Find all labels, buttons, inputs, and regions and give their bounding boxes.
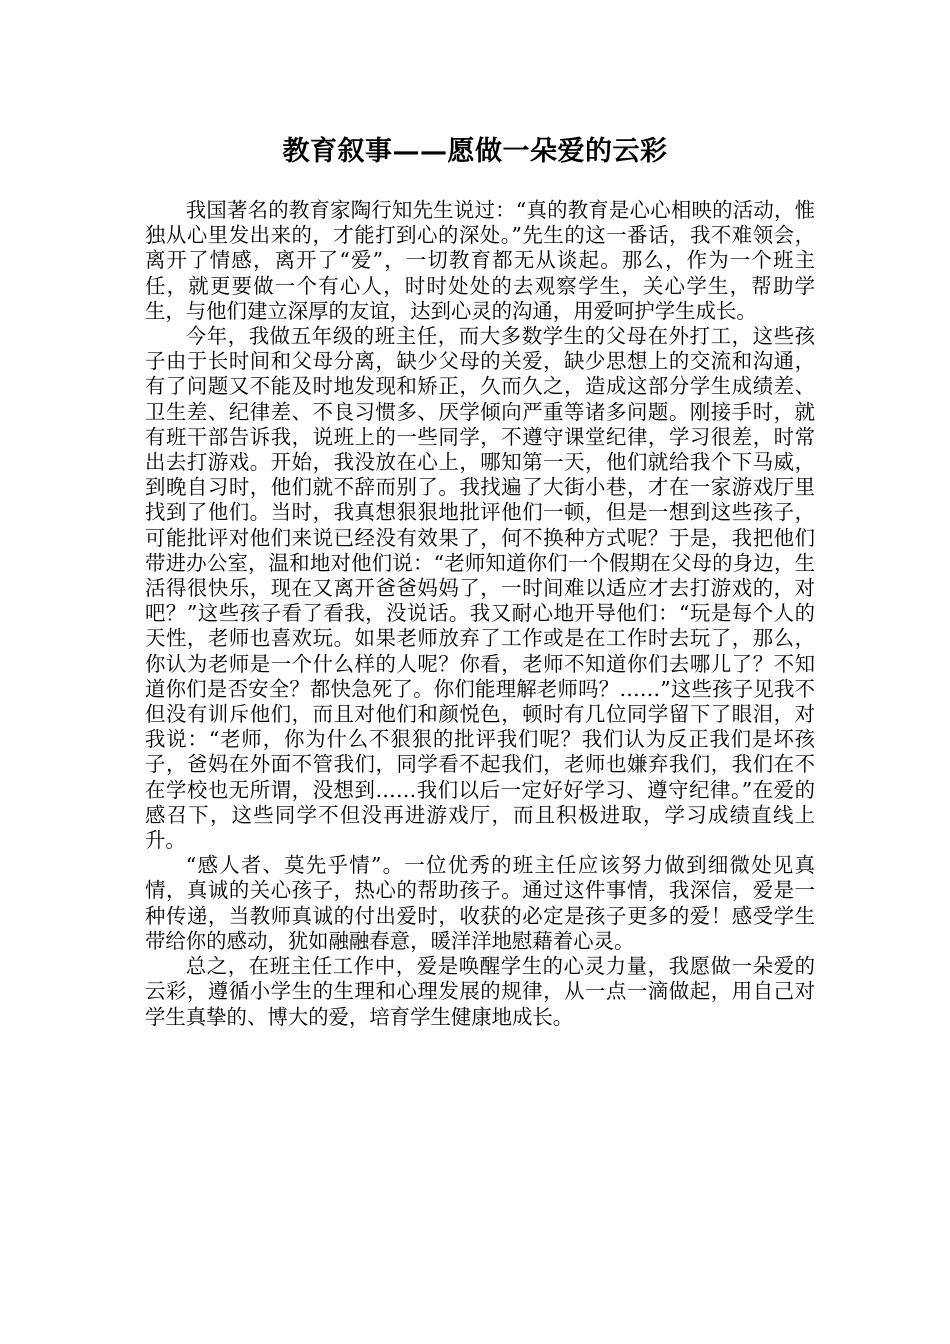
paragraph: “感人者、莫先乎情”。一位优秀的班主任应该努力做到细微处见真情，真诚的关心孩子，热心的帮助孩子。通过这件事情，我深信，爱是一种传递，当教师真诚的付出爱时，收获的必定是孩子更多的爱！感受学生带给你的感动，犹如融融春意，暖洋洋地慰藉着心灵。	[145, 853, 815, 953]
paragraph: 总之，在班主任工作中，爱是唤醒学生的心灵力量，我愿做一朵爱的云彩，遵循小学生的生理和心理发展的规律，从一点一滴做起，用自己对学生真挚的、博大的爱，培育学生健康地成长。	[145, 954, 815, 1029]
document-title: 教育叙事——愿做一朵爱的云彩	[282, 136, 668, 167]
paragraph: 我国著名的教育家陶行知先生说过：“真的教育是心心相映的活动，惟独从心里发出来的，才能打到心的深处。”先生的这一番话，我不难领会，离开了情感，离开了“爱”，一切教育都无从谈起。那么，作为一个班主任，就更要做一个有心人，时时处处的去观察学生，关心学生，帮助学生，与他们建立深厚的友谊，达到心灵的沟通，用爱呵护学生成长。	[145, 198, 815, 323]
paragraph: 今年，我做五年级的班主任，而大多数学生的父母在外打工，这些孩子由于长时间和父母分离，缺少父母的关爱，缺少思想上的交流和沟通，有了问题又不能及时地发现和矫正，久而久之，造成这部分学生成绩差、卫生差、纪律差、不良习惯多、厌学倾向严重等诸多问题。刚接手时，就有班干部告诉我，说班上的一些同学，不遵守课堂纪律，学习很差，时常出去打游戏。开始，我没放在心上，哪知第一天，他们就给我个下马威，到晚自习时，他们就不辞而别了。我找遍了大街小巷，才在一家游戏厅里找到了他们。当时，我真想狠狠地批评他们一顿，但是一想到这些孩子，可能批评对他们来说已经没有效果了，何不换种方式呢？于是，我把他们带进办公室，温和地对他们说：“老师知道你们一个假期在父母的身边，生活得很快乐，现在又离开爸爸妈妈了，一时间难以适应才去打游戏的，对吧？”这些孩子看了看我，没说话。我又耐心地开导他们：“玩是每个人的天性，老师也喜欢玩。如果老师放弃了工作或是在工作时去玩了，那么，你认为老师是一个什么样的人呢？你看，老师不知道你们去哪儿了？不知道你们是否安全？都快急死了。你们能理解老师吗？……”这些孩子见我不但没有训斥他们，而且对他们和颜悦色，顿时有几位同学留下了眼泪，对我说：“老师，你为什么不狠狠的批评我们呢？我们认为反正我们是坏孩子，爸妈在外面不管我们，同学看不起我们，老师也嫌弃我们，我们在不在学校也无所谓，没想到……我们以后一定好好学习、遵守纪律。”在爱的感召下，这些同学不但没再进游戏厅，而且积极进取，学习成绩直线上升。	[145, 324, 815, 853]
document-body	[145, 198, 815, 1030]
